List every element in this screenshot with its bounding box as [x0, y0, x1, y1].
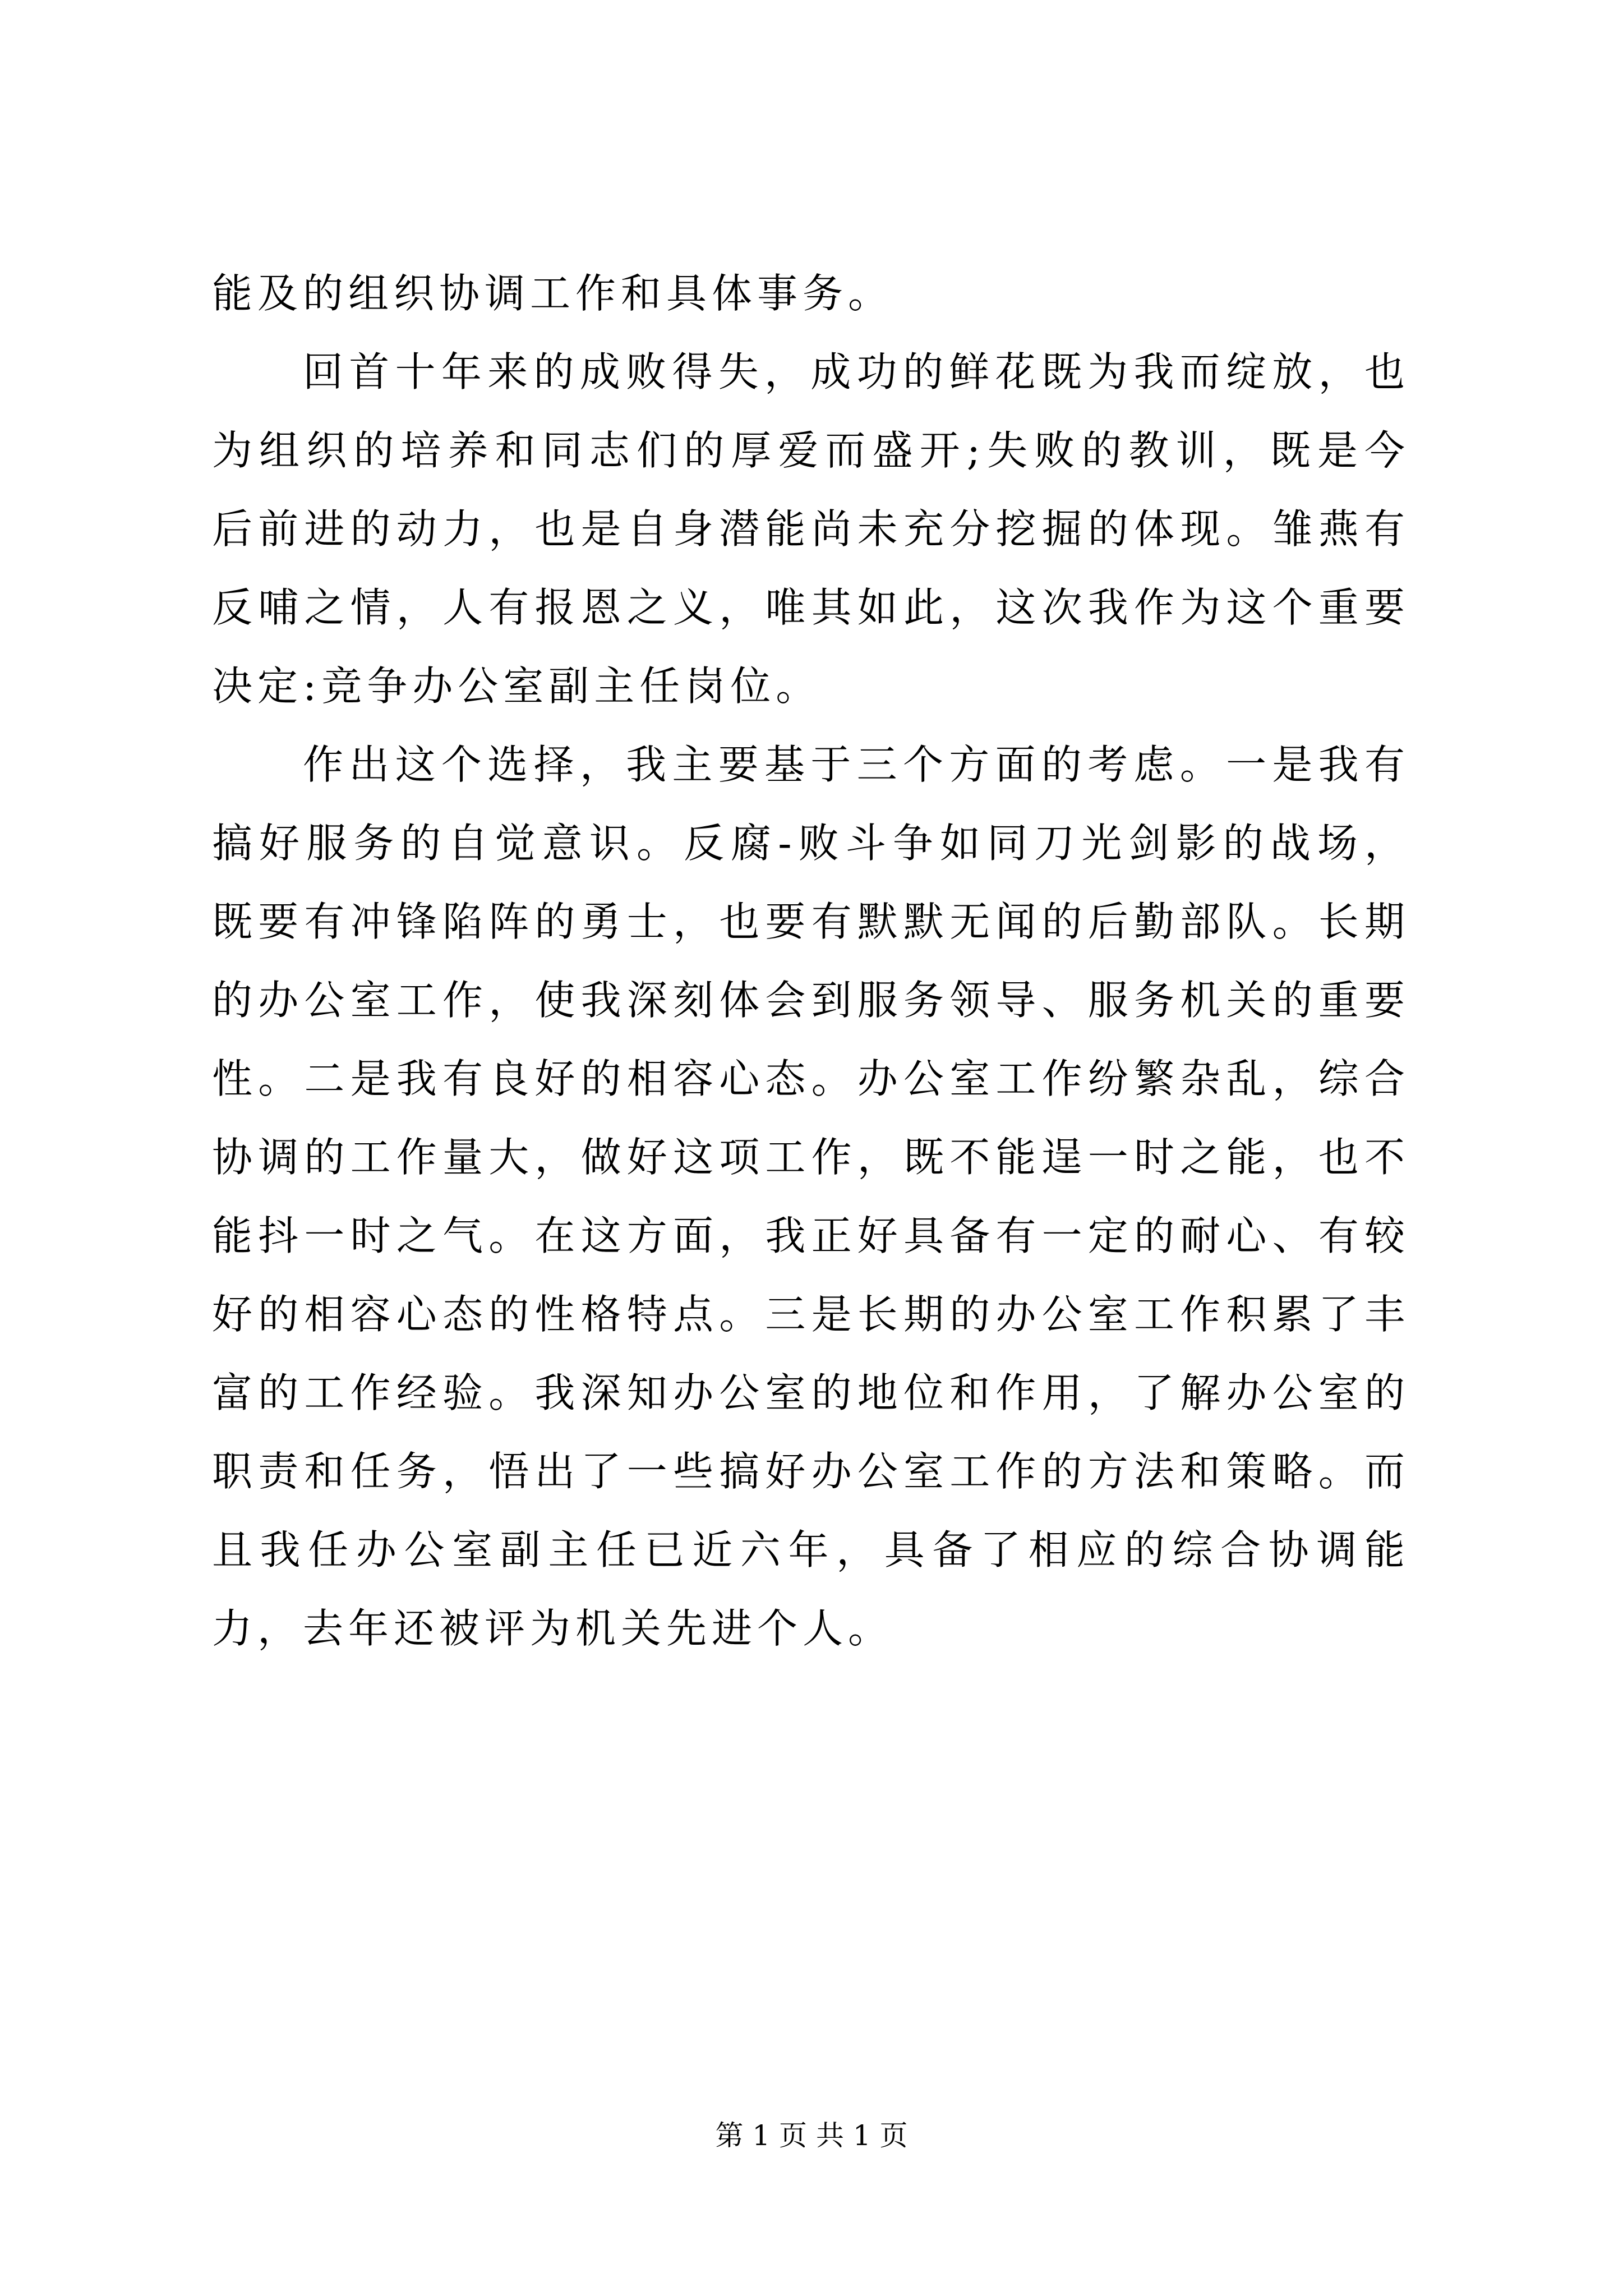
document-body [212, 254, 1410, 1668]
paragraph-reflection: 回首十年来的成败得失，成功的鲜花既为我而绽放，也为组织的培养和同志们的厚爱而盛开;失败的教训，既是今后前进的动力，也是自身潜能尚未充分挖掘的体现。雏燕有反哺之情，人有报恩之义，唯其如此，这次我作为这个重要决定:竞争办公室副主任岗位。 [212, 348, 1410, 710]
page-number-footer: 第 1 页 共 1 页 [715, 2119, 908, 2152]
paragraph-continuation: 能及的组织协调工作和具体事务。 [212, 270, 894, 317]
paragraph-reasons: 作出这个选择，我主要基于三个方面的考虑。一是我有搞好服务的自觉意识。反腐-败斗争如同刀光剑影的战场，既要有冲锋陷阵的勇士，也要有默默无闻的后勤部队。长期的办公室工作，使我深刻体会到服务领导、服务机关的重要性。二是我有良好的相容心态。办公室工作纷繁杂乱，综合协调的工作量大，做好这项工作，既不能逞一时之能，也不能抖一时之气。在这方面，我正好具备有一定的耐心、有较好的相容心态的性格特点。三是长期的办公室工作积累了丰富的工作经验。我深知办公室的地位和作用，了解办公室的职责和任务，悟出了一些搞好办公室工作的方法和策略。而且我任办公室副主任已近六年，具备了相应的综合协调能力，去年还被评为机关先进个人。 [212, 741, 1410, 1652]
